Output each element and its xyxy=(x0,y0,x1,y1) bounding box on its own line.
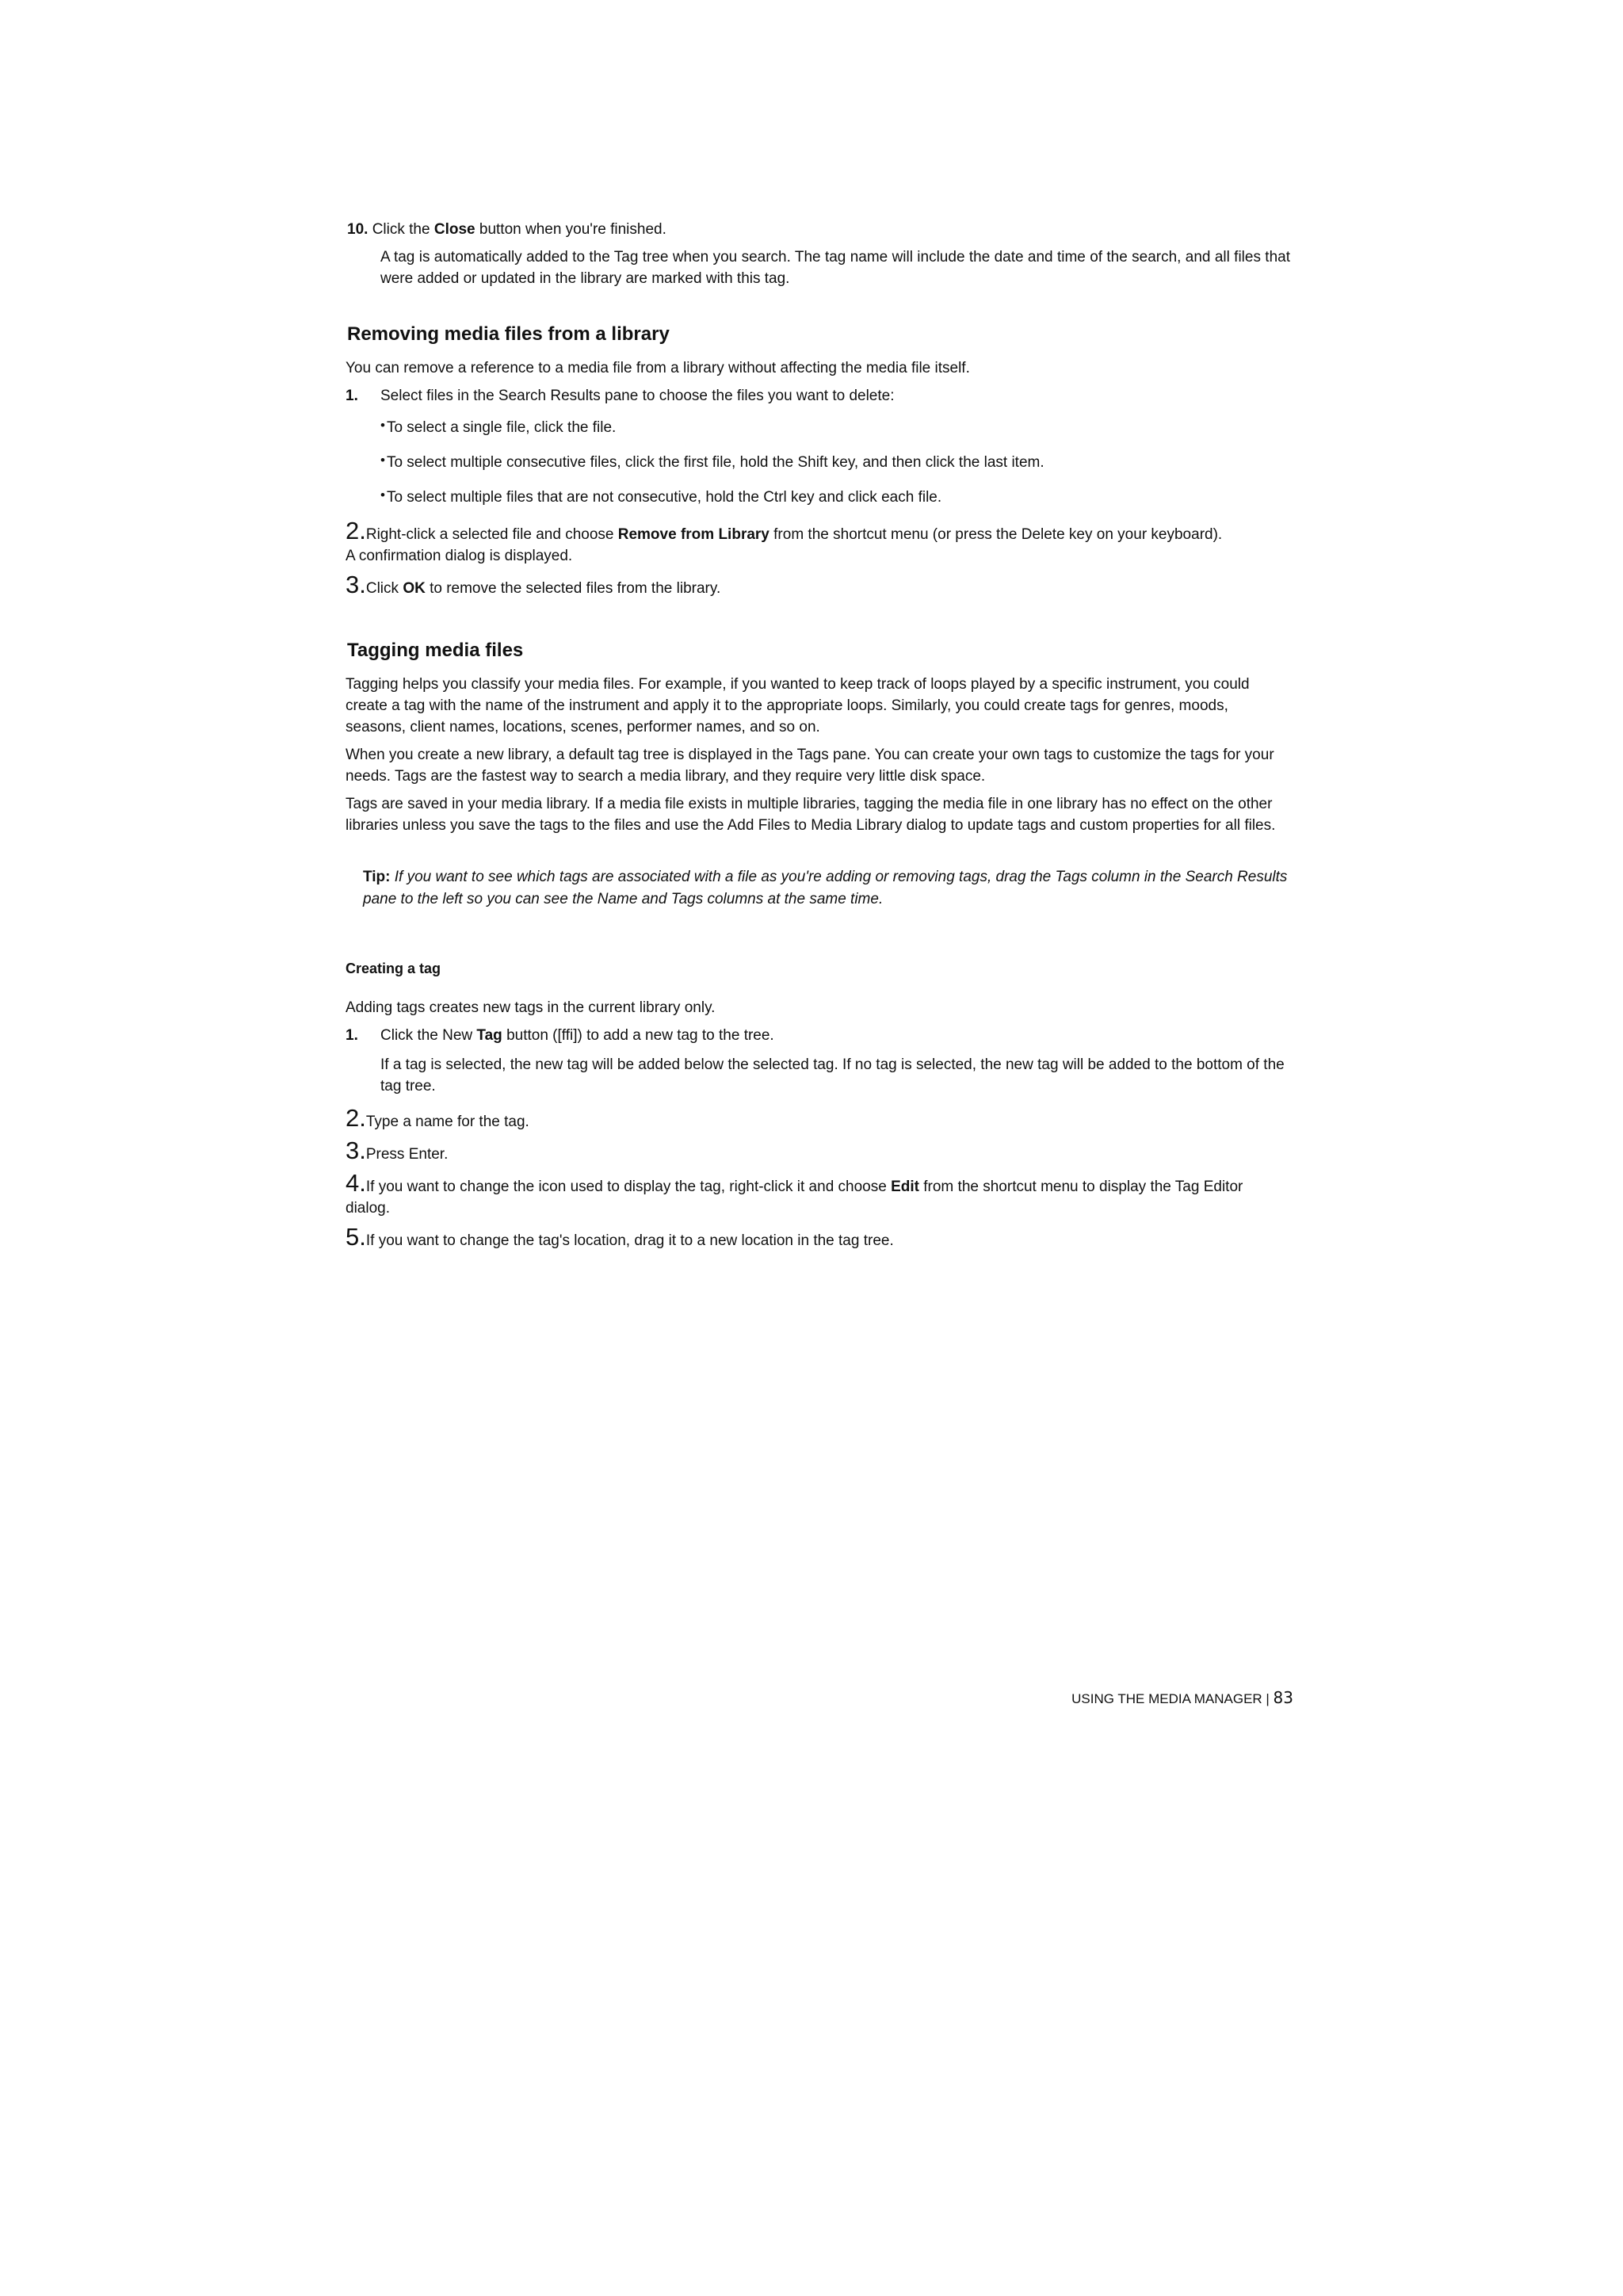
subsection-heading-creating: Creating a tag xyxy=(346,961,441,976)
step-text: button when you're finished. xyxy=(475,221,666,238)
tagging-paragraph: Tagging helps you classify your media files. For example, if you wanted to keep track of loops played by a specific instrument, you could create a tag with the name of the instrument and apply it to the appropriate loops. Similarly, you could create tags for genres, moods, seasons, client names, locations, scenes, performer names, and so on. xyxy=(346,676,1250,735)
step-text: Click xyxy=(365,580,403,597)
bullet-item xyxy=(380,415,1290,438)
bullet-icon: • xyxy=(380,453,385,468)
ui-term: Remove from Library xyxy=(617,526,769,543)
tip-note xyxy=(363,866,1290,911)
step-text: from the shortcut menu (or press the Delete key on your keyboard). xyxy=(769,526,1223,543)
step-text: Type a name for the tag. xyxy=(365,1114,529,1130)
step-text: Right-click a selected file and choose xyxy=(365,526,618,543)
page-number: 83 xyxy=(1273,1688,1293,1707)
step-text: from the shortcut menu to display the Tag Editor dialog. xyxy=(346,1179,1243,1217)
tagging-paragraph: Tags are saved in your media library. If a media file exists in multiple libraries, tagging the media file in one library has no effect on the other libraries unless you save the tags to the files and use the Add Files to Media Library dialog to update tags and custom properties for all files. xyxy=(346,796,1276,834)
step-number: 2. xyxy=(346,517,366,544)
removing-step-1 xyxy=(346,385,1290,407)
removing-step-3 xyxy=(346,573,1290,599)
step-text-part: button ([ffi]) to add a new tag to the tree. xyxy=(502,1027,774,1044)
ui-term: Tag xyxy=(476,1027,502,1044)
step-number: 1. xyxy=(346,388,358,404)
step-10-note: A tag is automatically added to the Tag tree when you search. The tag name will include the date and time of the search, and all files that were added or updated in the library are marked with this tag. xyxy=(380,249,1290,287)
step-text: to remove the selected files from the library. xyxy=(425,580,721,597)
section-heading-removing: Removing media files from a library xyxy=(347,323,670,345)
step-text: If you want to change the tag's location, drag it to a new location in the tag tree. xyxy=(365,1232,894,1249)
step-10 xyxy=(347,219,1290,240)
section-heading-tagging: Tagging media files xyxy=(347,640,524,661)
creating-intro: Adding tags creates new tags in the current library only. xyxy=(346,999,716,1016)
step-text: Select files in the Search Results pane to choose the files you want to delete: xyxy=(380,388,895,404)
removing-intro: You can remove a reference to a media file from a library without affecting the media file itself. xyxy=(346,360,970,376)
ui-term: Close xyxy=(433,221,475,238)
creating-step-5 xyxy=(346,1225,1290,1251)
tip-label: Tip: xyxy=(363,869,391,885)
bullet-text: To select multiple consecutive files, click the first file, hold the Shift key, and then click the last item. xyxy=(386,454,1044,471)
step-number: 3. xyxy=(346,1137,366,1164)
step-text xyxy=(380,1025,774,1046)
tagging-paragraph: When you create a new library, a default tag tree is displayed in the Tags pane. You can create your own tags to customize the tags for your needs. Tags are the fastest way to search a media library, and they require very little disk space. xyxy=(346,747,1274,785)
page-content xyxy=(346,219,1290,1282)
removing-step-2 xyxy=(346,519,1290,567)
bullet-icon: • xyxy=(380,418,385,433)
step-number: 10. xyxy=(347,221,369,238)
bullet-item xyxy=(380,484,1290,508)
step-number: 2. xyxy=(346,1104,366,1132)
step-number: 3. xyxy=(346,571,366,598)
step-number: 1. xyxy=(346,1027,358,1044)
creating-step-4 xyxy=(346,1171,1290,1219)
bullet-text: To select multiple files that are not consecutive, hold the Ctrl key and click each file. xyxy=(386,489,942,506)
bullet-text: To select a single file, click the file. xyxy=(386,419,617,436)
bullet-icon: • xyxy=(380,487,385,502)
step-text: If you want to change the icon used to display the tag, right-click it and choose xyxy=(365,1179,892,1195)
step-number: 4. xyxy=(346,1169,366,1197)
ui-term: Edit xyxy=(891,1179,919,1195)
bullet-item xyxy=(380,449,1290,473)
step-text-part: Click the New xyxy=(380,1027,477,1044)
creating-step-1 xyxy=(346,1025,1290,1046)
creating-step-1-note: If a tag is selected, the new tag will be added below the selected tag. If no tag is selected, the new tag will be added to the bottom of the tag tree. xyxy=(380,1056,1285,1095)
step-number: 5. xyxy=(346,1223,366,1251)
step-text: Press Enter. xyxy=(365,1146,449,1163)
creating-step-3 xyxy=(346,1139,1290,1165)
page-footer xyxy=(1030,1688,1293,1707)
ui-term: OK xyxy=(403,580,426,597)
step-note: A confirmation dialog is displayed. xyxy=(346,548,573,564)
step-text: Click the xyxy=(372,221,434,238)
running-footer-label: USING THE MEDIA MANAGER | xyxy=(1071,1691,1274,1706)
creating-step-2 xyxy=(346,1106,1290,1133)
tip-text: If you want to see which tags are associated with a file as you're adding or removing tags, drag the Tags column in the Search Results pane to the left so you can see the Name and Tags columns at the same time. xyxy=(363,869,1288,907)
